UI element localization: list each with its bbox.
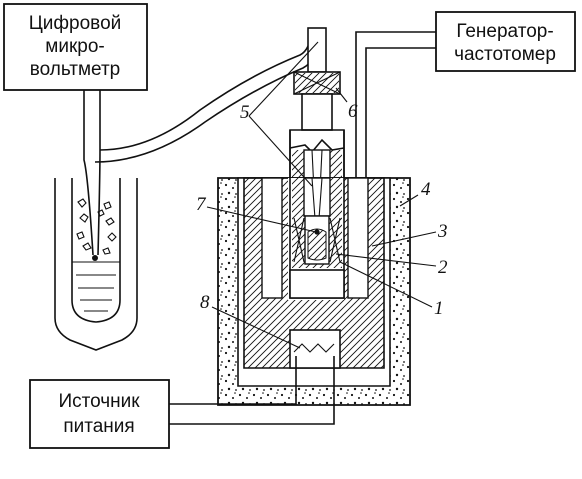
label-1: 1 bbox=[434, 298, 444, 319]
voltmeter-box bbox=[4, 4, 147, 90]
label-4: 4 bbox=[421, 179, 431, 200]
label-5: 5 bbox=[240, 102, 250, 123]
power-label-line2: питания bbox=[63, 416, 135, 437]
voltmeter-label-line3: вольтметр bbox=[29, 59, 121, 80]
generator-label-line2: частотомер bbox=[454, 44, 556, 65]
generator-box bbox=[436, 12, 575, 71]
power-source-box bbox=[30, 380, 169, 448]
label-3: 3 bbox=[438, 221, 448, 242]
power-label-line1: Источник bbox=[58, 391, 140, 412]
voltmeter-label-line2: микро- bbox=[45, 36, 105, 57]
voltmeter-label-line1: Цифровой bbox=[28, 13, 122, 34]
label-6: 6 bbox=[348, 101, 358, 122]
label-2: 2 bbox=[438, 257, 448, 278]
label-7: 7 bbox=[196, 194, 206, 215]
generator-label-line1: Генератор- bbox=[456, 21, 554, 42]
label-8: 8 bbox=[200, 292, 210, 313]
reference-dewar bbox=[55, 178, 137, 350]
